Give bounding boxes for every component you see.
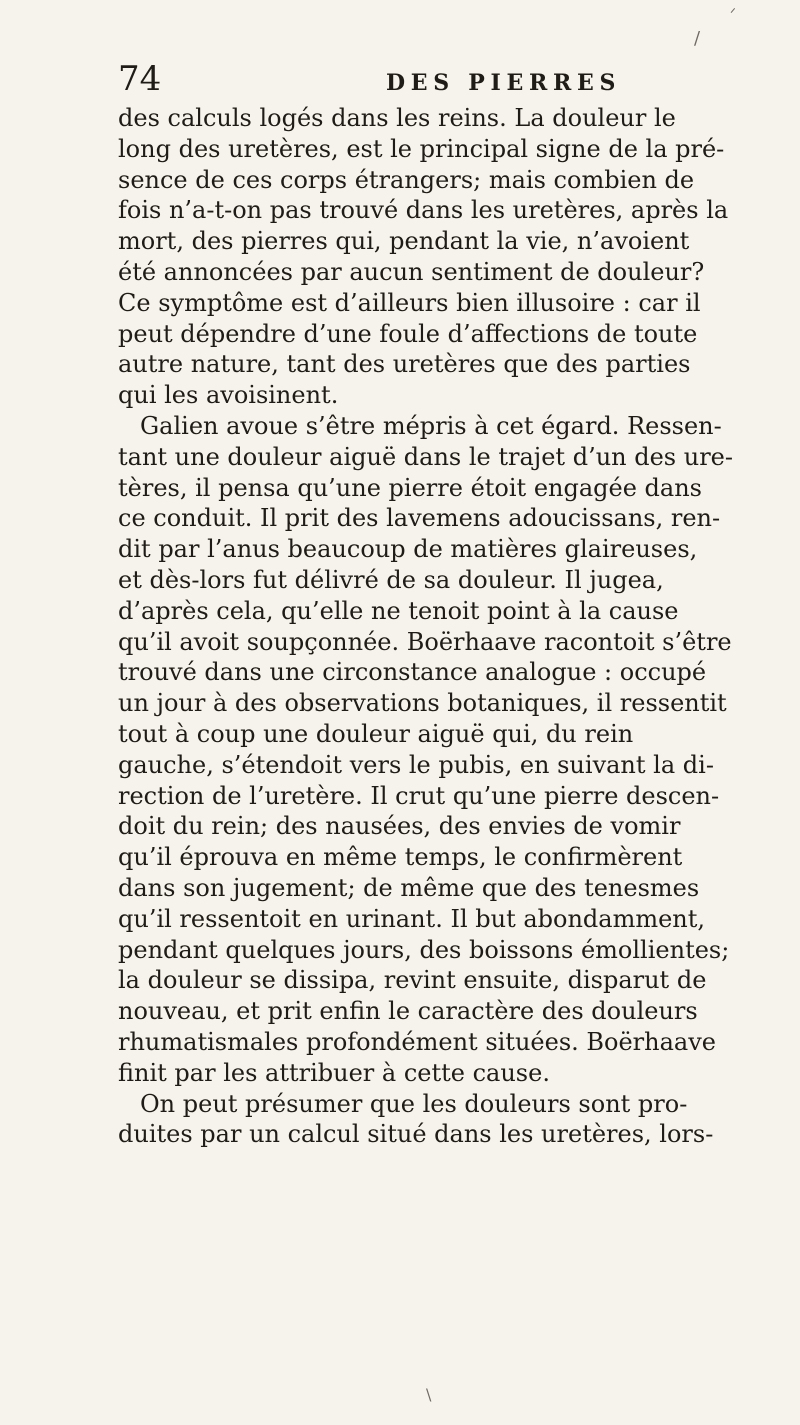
text-line: trouvé dans une circonstance analogue : occupé: [118, 658, 707, 687]
text-line: On peut présumer que les douleurs sont pro-: [140, 1089, 688, 1118]
side-stray-mark: /: [694, 28, 701, 49]
text-line: sence de ces corps étrangers; mais combien de: [118, 165, 695, 194]
text-line: été annoncées par aucun sentiment de douleur?: [118, 257, 705, 286]
text-line: qu’il avoit soupçonnée. Boërhaave racontoit s’être: [118, 627, 732, 656]
text-line: nouveau, et prit enfin le caractère des douleurs: [118, 997, 698, 1026]
text-line: rhumatismales profondément situées. Boërhaave: [118, 1027, 716, 1056]
text-line: qu’il éprouva en même temps, le confirmèrent: [118, 843, 683, 872]
text-line: peut dépendre d’une foule d’affections de toute: [118, 319, 698, 348]
text-line: tout à coup une douleur aiguë qui, du rein: [118, 719, 634, 748]
text-line: qui les avoisinent.: [118, 381, 339, 410]
text-line: pendant quelques jours, des boissons émollientes;: [118, 935, 730, 964]
text-line: fois n’a-t-on pas trouvé dans les uretères, après la: [118, 196, 729, 225]
text-line: autre nature, tant des uretères que des parties: [118, 350, 691, 379]
text-line: doit du rein; des nausées, des envies de vomir: [118, 812, 681, 841]
text-line: long des uretères, est le principal signe de la pré-: [118, 134, 725, 163]
text-line: finit par les attribuer à cette cause.: [118, 1058, 550, 1087]
text-line: dit par l’anus beaucoup de matières glaireuses,: [118, 535, 698, 564]
text-line: des calculs logés dans les reins. La douleur le: [118, 104, 676, 132]
running-title: DES PIERRES: [386, 70, 622, 96]
page-header: [118, 59, 728, 102]
text-line: dans son jugement; de même que des tenesmes: [118, 873, 700, 902]
text-line: tères, il pensa qu’une pierre étoit engagée dans: [118, 473, 702, 502]
text-line: un jour à des observations botaniques, il ressentit: [118, 689, 727, 718]
text-line: et dès-lors fut délivré de sa douleur. Il jugea,: [118, 565, 664, 594]
top-stray-mark: ᐟ: [730, 6, 736, 22]
text-line: gauche, s’étendoit vers le pubis, en suivant la di-: [118, 750, 714, 779]
text-line: qu’il ressentoit en urinant. Il but abondamment,: [118, 904, 706, 933]
text-line: mort, des pierres qui, pendant la vie, n’avoient: [118, 227, 690, 256]
text-line: Galien avoue s’être mépris à cet égard. Ressen-: [140, 411, 722, 440]
text-line: d’après cela, qu’elle ne tenoit point à la cause: [118, 596, 679, 625]
text-line: rection de l’uretère. Il crut qu’une pierre descen-: [118, 781, 720, 810]
bottom-stray-mark: \: [426, 1385, 432, 1404]
text-line: ce conduit. Il prit des lavemens adoucissans, ren-: [118, 504, 721, 533]
text-line: tant une douleur aiguë dans le trajet d’un des ure-: [118, 442, 733, 471]
text-line: duites par un calcul situé dans les uretères, lors-: [118, 1120, 714, 1149]
page-number: 74: [118, 59, 162, 99]
page-text: [118, 103, 758, 1150]
text-line: la douleur se dissipa, revint ensuite, disparut de: [118, 966, 707, 995]
text-line: Ce symptôme est d’ailleurs bien illusoire : car il: [118, 288, 701, 317]
